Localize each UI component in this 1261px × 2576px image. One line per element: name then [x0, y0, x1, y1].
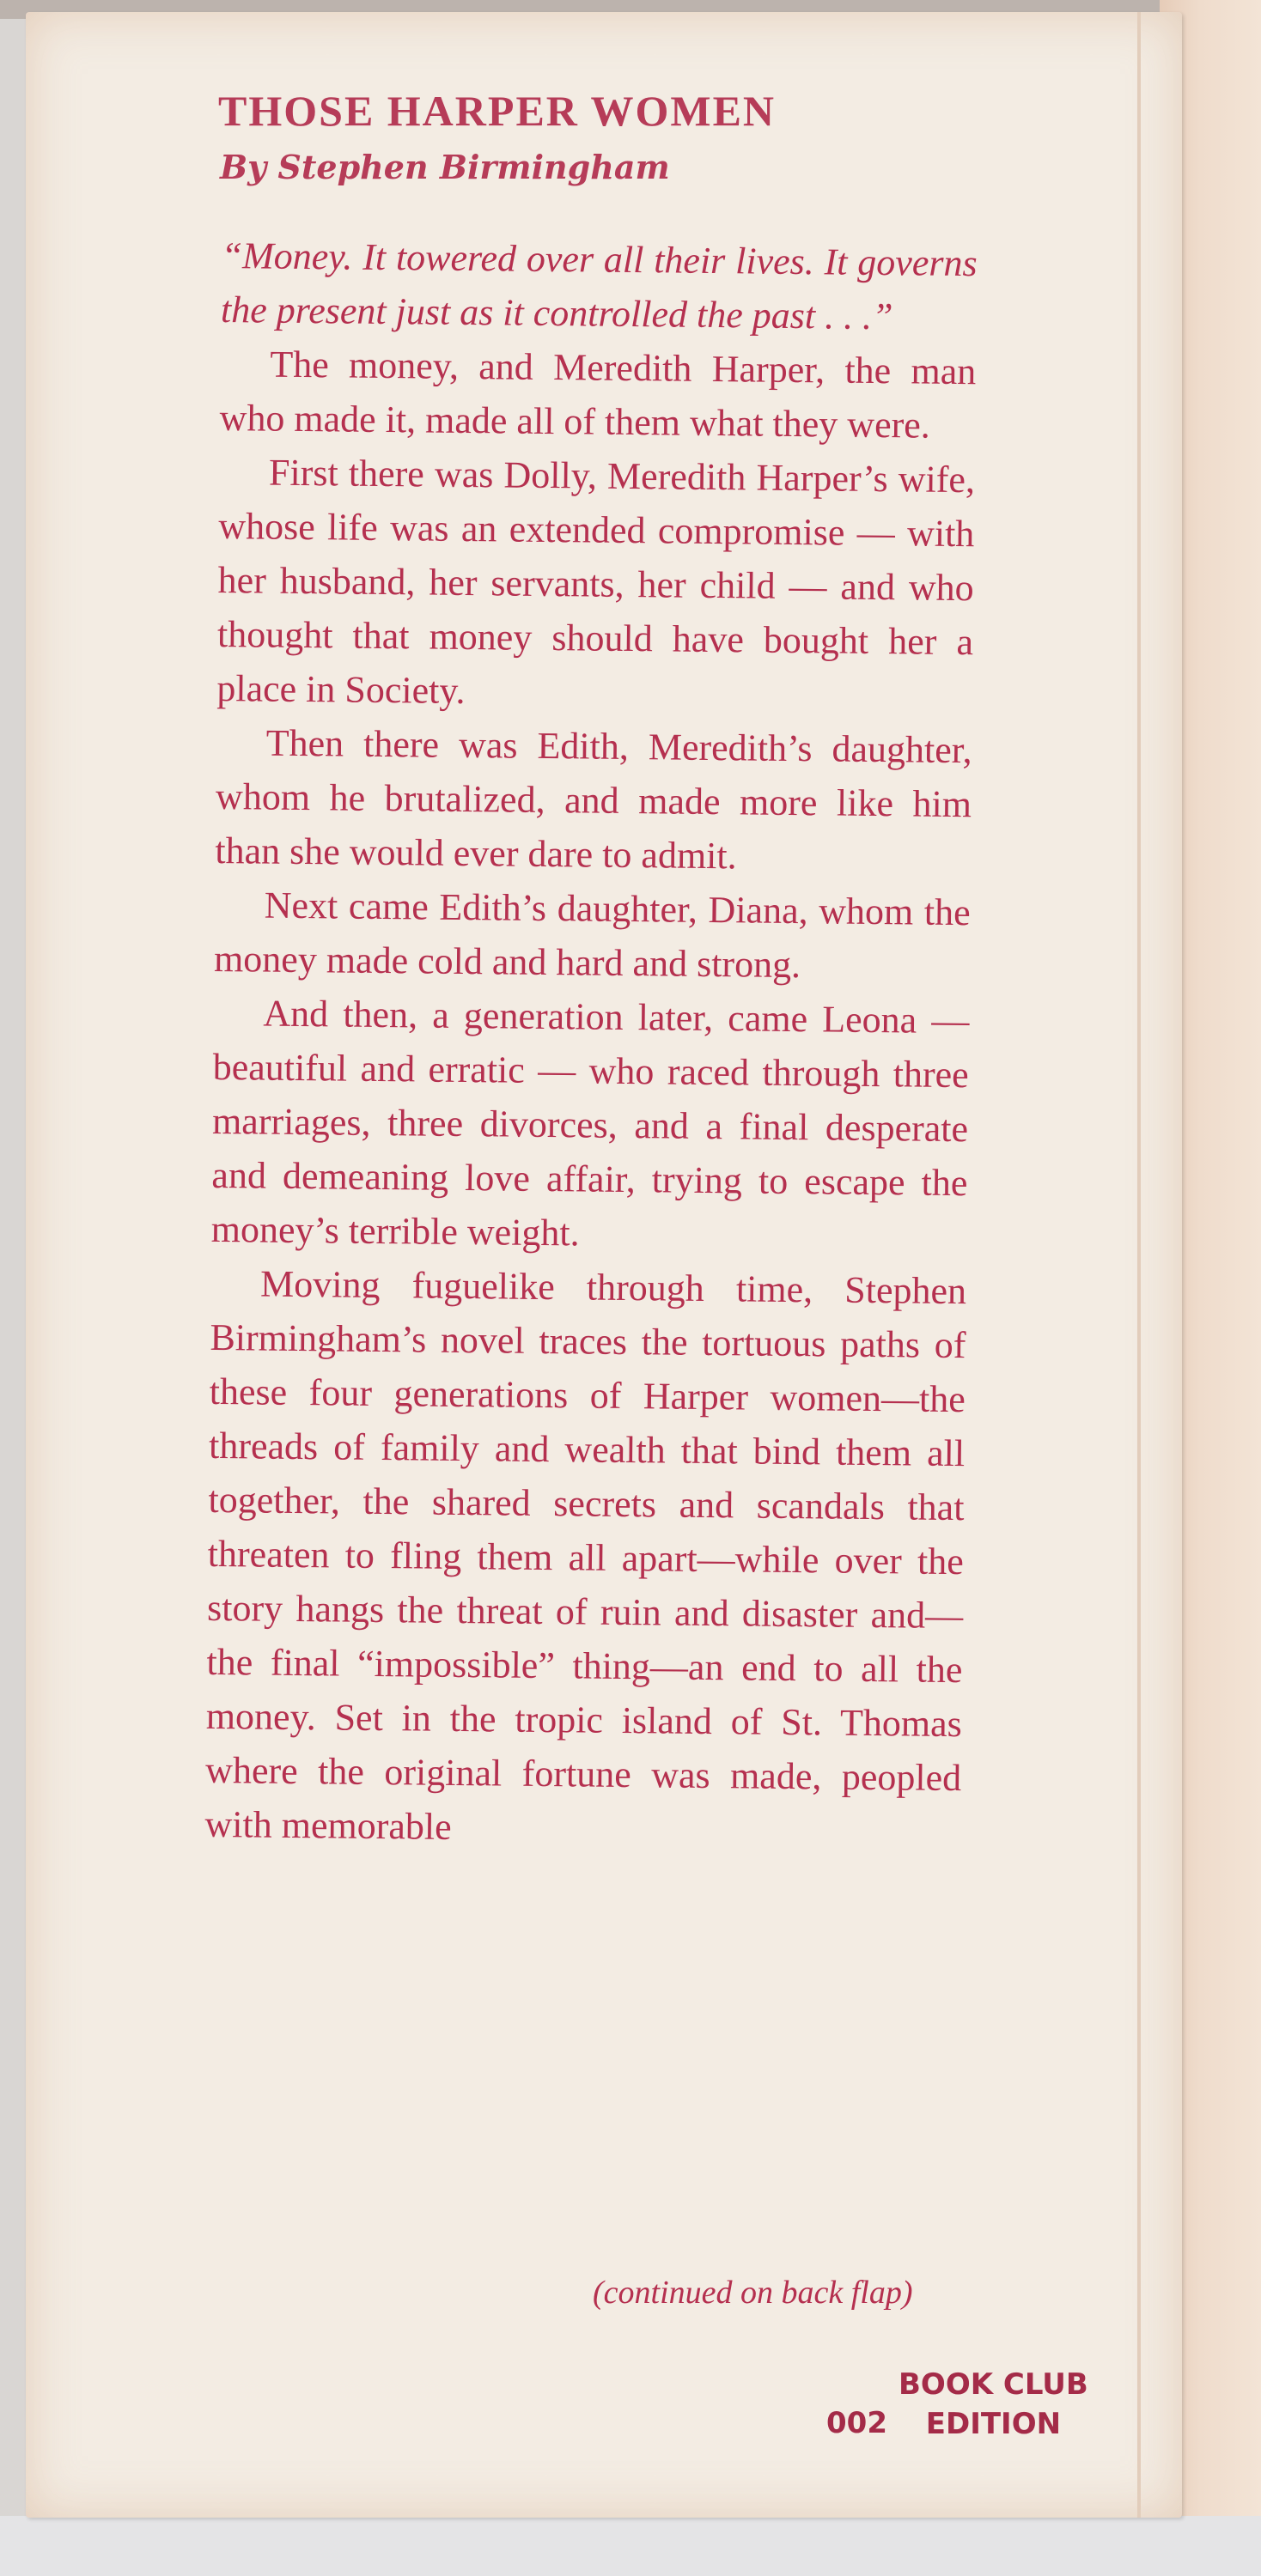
blurb-paragraph: First there was Dolly, Meredith Harper’s wife, whose life was an extended compromise — with her husband, her servants, her child — and who thought that money should have bought her a place in Society.	[216, 451, 976, 712]
flap-blurb	[204, 228, 978, 1859]
blurb-paragraph: Moving fuguelike through time, Stephen Birmingham’s novel traces the tortuous paths of these four generations of Harper women—the threads of family and wealth that bind them all together, the shared secrets and scandals that threaten to fling them all apart—while over the story hangs the threat of ruin and disaster and—the final “impossible” thing—an end to all the money. Set in the tropic island of St. Thomas where the original fortune was made, peopled with memorable	[204, 1262, 967, 1848]
flap-fold-edge	[1137, 12, 1141, 2518]
blurb-paragraph: Then there was Edith, Meredith’s daughter, whom he brutalized, and made more like him than she would ever dare to admit.	[215, 721, 972, 878]
continued-note: (continued on back flap)	[593, 2275, 913, 2311]
blurb-paragraph: The money, and Meredith Harper, the man who made it, made all of them what they were.	[219, 343, 977, 447]
blurb-paragraph: Next came Edith’s daughter, Diana, whom the money made cold and hard and strong.	[213, 884, 971, 987]
blurb-paragraph-quote: “Money. It towered over all their lives. It governs the present just as it controlled the past . . .”	[220, 234, 978, 338]
background-bottom	[0, 2516, 1261, 2576]
edition-line-1: BOOK CLUB	[899, 2367, 1088, 2402]
blurb-paragraph: And then, a generation later, came Leona — beautiful and erratic — who raced through three marriages, three divorces, and a final desperate and demeaning love affair, trying to escape the money’s terrible weight.	[210, 992, 970, 1255]
book-club-edition-label	[899, 2365, 1088, 2444]
edition-line-2: EDITION	[925, 2407, 1062, 2441]
price-code: 002	[826, 2406, 887, 2440]
book-author: By Stephen Birmingham	[220, 148, 670, 186]
book-title: THOSE HARPER WOMEN	[218, 87, 777, 135]
